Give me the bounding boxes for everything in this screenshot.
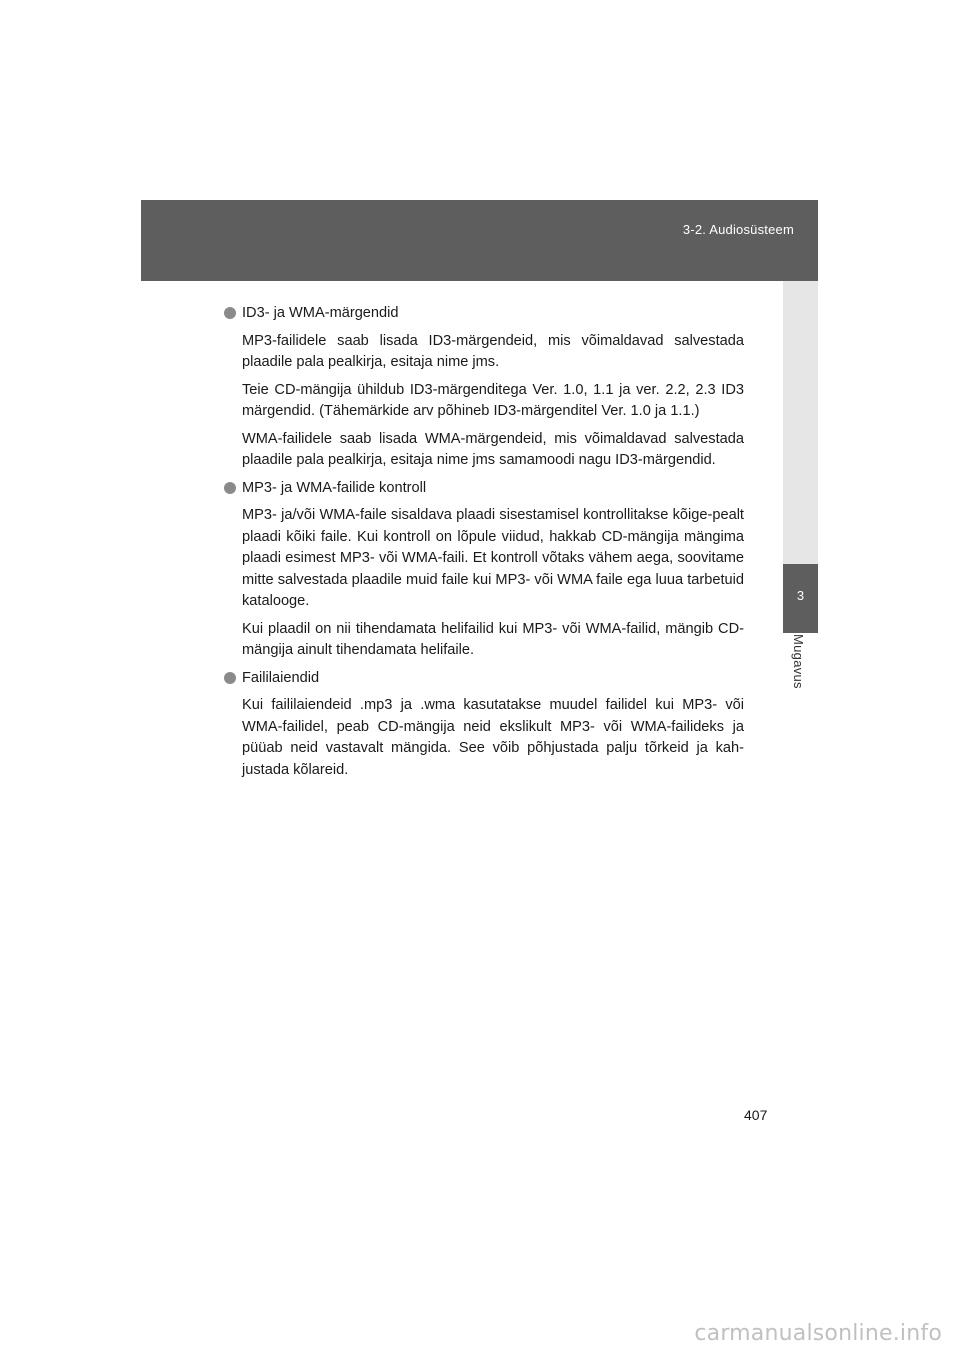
bullet-icon — [224, 307, 236, 319]
paragraph: Kui plaadil on nii tihendamata helifailid kui MP3- või WMA-failid, mängib CD-mängija ainult tihendamata helifaile. — [242, 620, 744, 658]
paragraph: Teie CD-mängija ühildub ID3-märgenditega Ver. 1.0, 1.1 ja ver. 2.2, 2.3 ID3 märgendid. (Tähemärkide arv põhineb ID3-märgenditel Ver. 1.0 ja 1.1.) — [242, 381, 744, 419]
item-heading — [224, 478, 744, 500]
list-item — [224, 303, 744, 472]
list-item — [224, 478, 744, 662]
paragraph: Kui faililaiendeid .mp3 ja .wma kasutatakse muudel failidel kui MP3- või WMA-failidel, peab CD-mängija neid ekslikult MP3- või WMA-failideks ja püüab neid vastavalt mängida. See võib põhjustada palju tõrkeid ja kah-justada kõlareid. — [242, 697, 744, 778]
item-heading — [224, 668, 744, 690]
paragraph: WMA-failidele saab lisada WMA-märgendeid, mis võimaldavad salvestada plaadile pala pealkirja, esitaja nime jms samamoodi nagu ID3-märgendid. — [242, 430, 744, 468]
chapter-number: 3 — [796, 588, 805, 603]
paragraph: MP3-failidele saab lisada ID3-märgendeid, mis võimaldavad salvestada plaadile pala pealkirja, esitaja nime jms. — [242, 332, 744, 370]
item-title: ID3- ja WMA-märgendid — [242, 305, 399, 321]
watermark-text: carmanualsonline.info — [694, 1321, 942, 1346]
chapter-header-bar — [141, 200, 818, 281]
bullet-icon — [224, 672, 236, 684]
page-number: 407 — [744, 1107, 768, 1123]
item-heading — [224, 303, 744, 325]
side-tab-background — [783, 281, 818, 564]
bullet-icon — [224, 482, 236, 494]
list-item — [224, 668, 744, 782]
chapter-name: Mugavus — [791, 634, 806, 689]
item-title: MP3- ja WMA-failide kontroll — [242, 479, 427, 496]
page-content — [224, 303, 744, 787]
item-title: Faililaiendid — [242, 669, 320, 686]
paragraph: MP3- ja/või WMA-faile sisaldava plaadi sisestamisel kontrollitakse kõige-pealt plaadi kõiki faile. Kui kontroll on lõpule viidud, hakkab CD-mängija mängima plaadi esimest MP3- või WMA-faili. Et kontroll võtaks vähem aega, soovitame mitte salvestada plaadile muid faile kui MP3- või WMA faile ega luua tarbetuid katalooge. — [242, 507, 744, 609]
section-title: 3-2. Audiosüsteem — [682, 222, 794, 237]
